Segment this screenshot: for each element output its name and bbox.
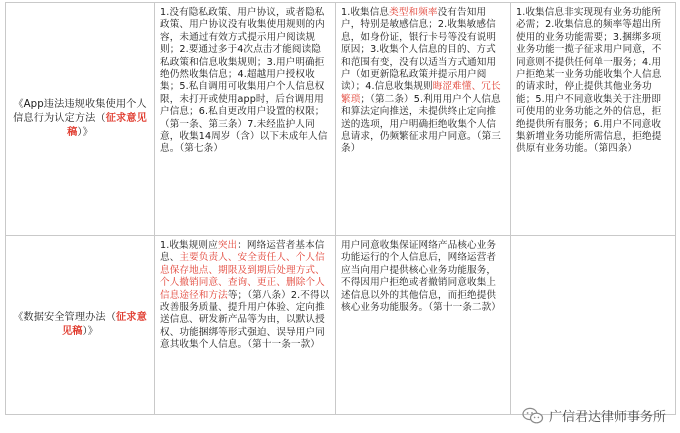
provision-cell bbox=[511, 3, 676, 236]
provision-text: 1.收集信息类型和频率没有告知用户，特别是敏感信息；2.收集敏感信息，如身份证，银行卡号等没有说明原因；3.收集个人信息的目的、方式和范围有变，没有以适当方式通知用户（如更新隐私政策并提示用户阅读）；4.信息收集规则晦涩难懂、冗长繁琐；（第二条）5.利用用户个人信息和算法定向推送，未提供终止定向推送的选项，用户明确拒绝收集个人信息请求，仍频繁征求用户同意。（第三条） bbox=[341, 7, 501, 155]
provision-cell bbox=[336, 236, 511, 415]
provision-text: 1.没有隐私政策、用户协议，或者隐私政策、用户协议没有收集使用规则的内容，未通过有效方式提示用户阅读规则；2.要通过多于4次点击才能阅读隐私政策和信息收集规则；3.用户明确拒绝仍然收集信息；4.超越用户授权收集；5.私自调用可收集用户个人信息权限，未打开或使用app时，后台调用用户信息；6.私自更改用户设置的权限；（第一条、第三条）7.未经监护人同意，收集14周岁（含）以下未成年人信息。（第七条） bbox=[160, 7, 328, 155]
provision-text: 1.收集规则应突出：网络运营者基本信息、主要负责人、安全责任人、个人信息保存地点、期限及到期后处理方式、个人撤销同意、查询、更正、删除个人信息途径和方法等；（第八条）2.不得以改善服务质量、提升用户体验、定向推送信息、研发新产品等为由，以默认授权、功能捆绑等形式强迫、误导用户同意其收集个人信息。（第十一条一款） bbox=[160, 240, 330, 351]
table-row bbox=[6, 236, 676, 415]
wechat-icon bbox=[522, 407, 544, 425]
law-comparison-table bbox=[5, 2, 676, 415]
watermark-text: 广信君达律师事务所 bbox=[548, 410, 666, 425]
watermark bbox=[522, 406, 666, 425]
law-name-cell bbox=[6, 3, 155, 236]
table-row bbox=[6, 3, 676, 236]
law-name-cell bbox=[6, 236, 155, 415]
provision-cell bbox=[336, 3, 511, 236]
empty-cell bbox=[511, 236, 676, 415]
provision-cell bbox=[155, 236, 336, 415]
provision-cell bbox=[155, 3, 336, 236]
provision-text: 1.收集信息非实现现有业务功能所必需；2.收集信息的频率等超出所使用的业务功能需要；3.捆绑多项业务功能一揽子征求用户同意，不同意则不提供任何单一服务；4.用户拒绝某一业务功能收集个人信息的请求时，停止提供其他业务功能；5.用户不同意收集关于注册即可使用的业务功能之外的信息，拒绝提供所有服务；6.用户不同意收集新增业务功能所需信息，拒绝提供原有业务功能。（第四条） bbox=[516, 7, 662, 155]
provision-text: 用户同意收集保证网络产品核心业务功能运行的个人信息后，网络运营者应当向用户提供核心业务功能服务，不得因用户拒绝或者撤销同意收集上述信息以外的其他信息，而拒绝提供核心业务功能服务。（第十一条二款） bbox=[341, 240, 501, 314]
law-name: 《App违法违规收集使用个人信息行为认定方法（征求意见稿）》 bbox=[13, 99, 147, 138]
law-name: 《数据安全管理办法（征求意见稿）》 bbox=[13, 312, 147, 337]
